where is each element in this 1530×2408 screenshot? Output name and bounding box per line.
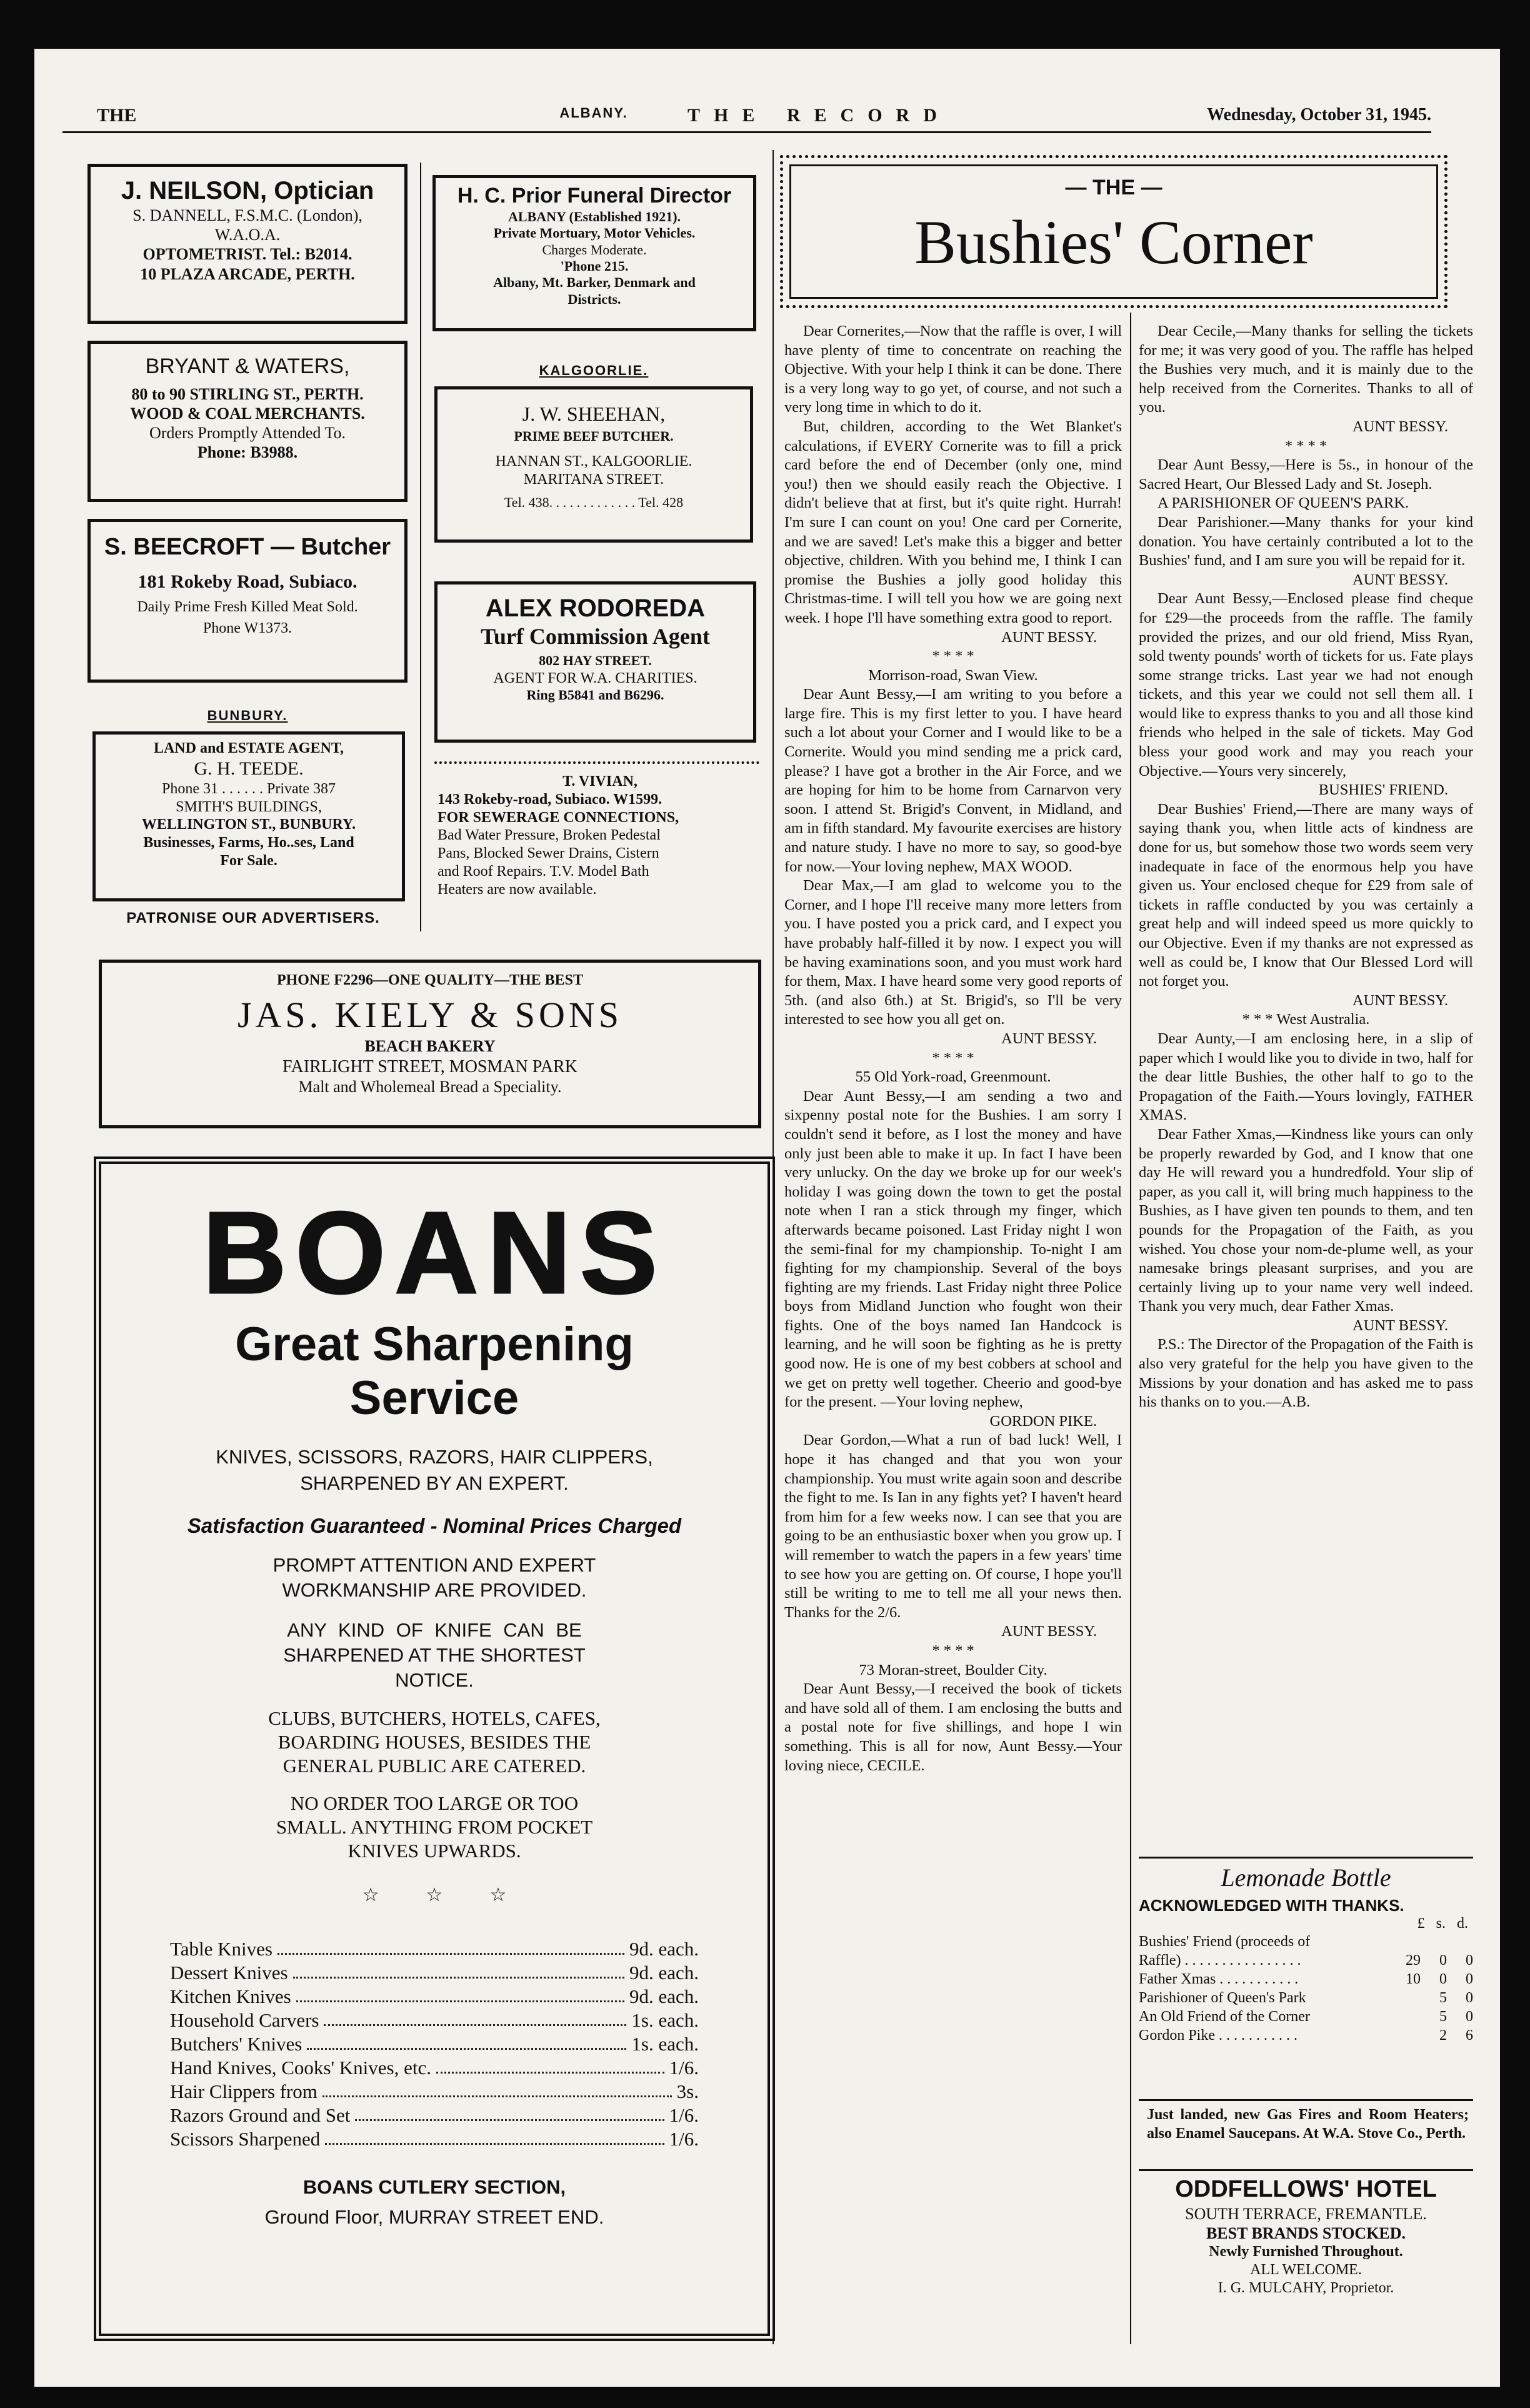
- ack-l: 29: [1406, 1952, 1421, 1969]
- price-item: Scissors Sharpened: [170, 2128, 321, 2150]
- ack-l: [1398, 2026, 1421, 2045]
- ad-line: FAIRLIGHT STREET, MOSMAN PARK: [282, 1056, 578, 1076]
- ad-line: For Sale.: [220, 852, 278, 869]
- ad-title: H. C. Prior Funeral Director: [457, 184, 732, 208]
- boans-noorder-2: SMALL. ANYTHING FROM POCKET: [276, 1816, 593, 1838]
- ad-line: Newly Furnished Throughout.: [1209, 2243, 1403, 2260]
- ad-oddfellows: [1139, 2175, 1473, 2297]
- ack-amount: [1398, 2007, 1473, 2026]
- ad-line: OPTOMETRIST. Tel.: B2014.: [142, 245, 352, 264]
- patronise-note: PATRONISE OUR ADVERTISERS.: [126, 910, 380, 926]
- lemonade-ack: ACKNOWLEDGED WITH THANKS.: [1139, 1896, 1404, 1915]
- ad-line: 802 HAY STREET.: [539, 653, 652, 669]
- ad-rodoreda: [434, 581, 756, 743]
- column-rule: [420, 163, 421, 931]
- ad-title: ALEX RODOREDA: [485, 594, 706, 622]
- divider: [1139, 2169, 1473, 2171]
- price-row: [170, 2032, 699, 2056]
- ad-line: SOUTH TERRACE, FREMANTLE.: [1185, 2204, 1427, 2223]
- ad-title: S. BEECROFT — Butcher: [104, 534, 391, 560]
- ad-beecroft: [88, 519, 408, 683]
- ack-name: Bushies' Friend (proceeds of: [1139, 1934, 1311, 1950]
- ad-line: Phone 31 . . . . . . Private 387: [162, 780, 336, 797]
- letter-paragraph: Dear Cornerites,—Now that the raffle is over, I will have plenty of time to concentrate on reaching the Objective. With your help I think it can be done. There is a very long way to go yet, of course, and not such a very long time in which to do it.: [784, 323, 1122, 416]
- price-value: 1/6.: [669, 2057, 699, 2079]
- ad-line: 'Phone 215.: [560, 258, 629, 274]
- price-value: 1/6.: [669, 2104, 699, 2126]
- ad-line: Pans, Blocked Sewer Drains, Cistern: [438, 845, 659, 862]
- bushies-column-2: [1139, 322, 1473, 1847]
- ad-line: WELLINGTON ST., BUNBURY.: [141, 816, 356, 833]
- leader-dots: [296, 1985, 624, 2002]
- ack-l: 10: [1406, 1971, 1421, 1987]
- ad-bryant-waters: [88, 341, 408, 502]
- boans-items-2: SHARPENED BY AN EXPERT.: [300, 1472, 569, 1494]
- boans-items-1: KNIVES, SCISSORS, RAZORS, HAIR CLIPPERS,: [216, 1446, 653, 1468]
- ad-line: SMITH'S BUILDINGS,: [176, 798, 322, 815]
- leader-dots: [355, 2104, 664, 2121]
- price-row: [170, 1961, 699, 1985]
- price-item: Hand Knives, Cooks' Knives, etc.: [170, 2057, 432, 2079]
- boans-logo: BOANS: [202, 1188, 666, 1318]
- letter-paragraph: Dear Cecile,—Many thanks for selling the tickets for me; it was very good of you. The raffle has helped the Bushies very much, and it is mainly due to the help received from the Cornerites. Thanks to all of you.: [1139, 323, 1473, 416]
- header-date: Wednesday, October 31, 1945.: [1207, 105, 1431, 124]
- ack-name: Raffle) . . . . . . . . . . . . . . . .: [1139, 1952, 1301, 1969]
- letter-paragraph: Dear Parishioner.—Many thanks for your kind donation. You have certainly contributed a lot to the Bushies' fund, and I am sure you will be repaid for it.: [1139, 513, 1473, 569]
- letter-paragraph: AUNT BESSY.: [1001, 1623, 1097, 1640]
- price-value: 9d. each.: [629, 1938, 699, 1960]
- boans-guarantee: Satisfaction Guaranteed - Nominal Prices Charged: [187, 1514, 682, 1537]
- ad-stove: Just landed, new Gas Fires and Room Heaters; also Enamel Saucepans. At W.A. Stove Co., Perth.: [1147, 2107, 1469, 2142]
- ad-line: Charges Moderate.: [542, 241, 647, 258]
- price-row: [170, 1985, 699, 2009]
- ad-line: Daily Prime Fresh Killed Meat Sold.: [137, 598, 358, 615]
- ad-line: AGENT FOR W.A. CHARITIES.: [493, 670, 698, 686]
- ad-sheehan: [434, 386, 753, 543]
- boans-clubs-1: CLUBS, BUTCHERS, HOTELS, CAFES,: [268, 1707, 601, 1729]
- leader-dots: [322, 2080, 672, 2097]
- letter-paragraph: AUNT BESSY.: [1352, 991, 1448, 1009]
- ad-title: G. H. TEEDE.: [194, 758, 304, 779]
- ad-title: ODDFELLOWS' HOTEL: [1175, 2176, 1437, 2202]
- leader-dots: [278, 1937, 624, 1955]
- ack-amount: [1398, 1932, 1473, 1951]
- boans-section: BOANS CUTLERY SECTION,: [302, 2176, 566, 2198]
- bushies-masthead: [780, 155, 1448, 308]
- boans-prompt-1: PROMPT ATTENTION AND EXPERT: [272, 1554, 596, 1576]
- ack-name: Gordon Pike . . . . . . . . . . .: [1139, 2027, 1298, 2044]
- letter-paragraph: Dear Aunt Bessy,—Here is 5s., in honour of the Sacred Heart, Our Blessed Lady and St. Joseph.: [1139, 456, 1473, 493]
- leader-dots: [324, 2009, 626, 2026]
- ack-name: Father Xmas . . . . . . . . . . .: [1139, 1971, 1299, 1987]
- leader-dots: [325, 2127, 664, 2145]
- ad-line: LAND and ESTATE AGENT,: [153, 740, 344, 756]
- ad-line: I. G. MULCAHY, Proprietor.: [1218, 2279, 1394, 2296]
- ad-line: FOR SEWERAGE CONNECTIONS,: [438, 809, 679, 826]
- boans-any-3: NOTICE.: [395, 1669, 474, 1691]
- bushies-the: — THE —: [1065, 176, 1162, 199]
- letter-paragraph: Dear Aunt Bessy,—I am writing to you before a large fire. This is my first letter to you. I have heard such a lot about your Corner and I would like to be a Cornerite. Would you mind sending me a prick card, please? I have got a brother in the Air Force, and we are hoping for him to be home from Carnarvon very soon. I attend St. Brigid's Convent, in Midland, and am in fifth standard. My favourite exercises are history and nature study. I have no more to say, so good-bye for now.—Your loving nephew, MAX WOOD.: [784, 686, 1122, 875]
- lemonade-cols: £ s. d.: [1417, 1915, 1468, 1932]
- ad-line: Businesses, Farms, Ho..ses, Land: [143, 835, 354, 851]
- column-rule: [772, 150, 774, 2344]
- ad-line: Phone W1373.: [202, 620, 292, 637]
- ad-line: ALBANY (Established 1921).: [508, 208, 681, 224]
- lemonade-title: Lemonade Bottle: [1221, 1864, 1391, 1892]
- ack-l: [1398, 2007, 1421, 2026]
- boans-any-2: SHARPENED AT THE SHORTEST: [283, 1644, 586, 1666]
- letter-paragraph: 55 Old York-road, Greenmount.: [855, 1068, 1051, 1086]
- letter-paragraph: * * * *: [932, 1642, 974, 1659]
- lemonade-rows: [1139, 1932, 1473, 2045]
- lemonade-bottle: [1139, 1863, 1473, 2045]
- ad-line: Districts.: [568, 291, 621, 307]
- letter-paragraph: Dear Father Xmas,—Kindness like yours can only be properly rewarded by God, and I know that one day He will reward you a hundredfold. Your slip of paper, as you call it, will bring much happiness to the Bushies, as I have given ten pounds to them, and ten pounds for the Propagation of the Faith, as you wished. You chose your nom-de-plume well, as your namesake brings pleasant surprises, and you are certainly living up to your name very well indeed. Thank you very much, dear Father Xmas.: [1139, 1125, 1473, 1315]
- ack-s: 0: [1439, 1971, 1447, 1987]
- ad-line: ALL WELCOME.: [1250, 2261, 1362, 2278]
- ack-s: 5: [1439, 1990, 1447, 2006]
- ad-vivian: [438, 773, 762, 899]
- header-title: THE RECORD: [688, 105, 951, 126]
- ad-line: MARITANA STREET.: [523, 471, 664, 488]
- price-value: 9d. each.: [629, 1962, 699, 1984]
- ad-line: 80 to 90 STIRLING ST., PERTH.: [131, 384, 364, 403]
- section-albany: ALBANY.: [559, 105, 628, 121]
- price-item: Hair Clippers from: [170, 2080, 318, 2102]
- price-value: 3s.: [676, 2080, 699, 2102]
- boans-prompt-2: WORKMANSHIP ARE PROVIDED.: [282, 1579, 587, 1601]
- ack-d: 0: [1466, 1952, 1473, 1969]
- letter-paragraph: Dear Aunt Bessy,—I received the book of tickets and have sold all of them. I am enclosing the butts and a postal note for five shillings, and hope I win something. This is all for now, Aunt Bessy.—Your loving niece, CECILE.: [784, 1680, 1122, 1774]
- ad-prior: [432, 175, 756, 331]
- ack-d: 0: [1466, 2009, 1473, 2025]
- boans-title-1: Great Sharpening: [235, 1318, 634, 1371]
- ad-title: BRYANT & WATERS,: [145, 354, 350, 378]
- ad-line: Orders Promptly Attended To.: [149, 424, 346, 443]
- ack-row: [1139, 1932, 1473, 1951]
- letter-paragraph: Morrison-road, Swan View.: [868, 666, 1038, 684]
- ack-amount: [1398, 2026, 1473, 2045]
- section-bunbury: BUNBURY.: [207, 708, 288, 723]
- ack-row: [1139, 2007, 1473, 2026]
- price-value: 1/6.: [669, 2128, 699, 2150]
- divider: [434, 761, 759, 764]
- letter-paragraph: * * * *: [932, 1049, 974, 1066]
- boans-any-1: ANY KIND OF KNIFE CAN BE: [287, 1619, 582, 1641]
- price-row: [170, 1937, 699, 1961]
- ack-row: [1139, 1951, 1473, 1970]
- price-row: [170, 2056, 699, 2080]
- ack-d: [1451, 1932, 1473, 1951]
- ack-amount: [1398, 1951, 1473, 1970]
- ack-row: [1139, 1970, 1473, 1989]
- ack-s: 0: [1439, 1952, 1447, 1969]
- ack-name: An Old Friend of the Corner: [1139, 2009, 1310, 2025]
- boans-stars: ☆ ☆ ☆: [362, 1885, 507, 1905]
- bushies-title: Bushies' Corner: [914, 208, 1313, 277]
- price-value: 1s. each.: [631, 2009, 699, 2031]
- ack-s: [1424, 1932, 1447, 1951]
- letter-paragraph: * * * *: [1284, 437, 1328, 454]
- bushies-column-1: [784, 322, 1122, 2341]
- letter-paragraph: AUNT BESSY.: [1352, 571, 1448, 588]
- ad-line: HANNAN ST., KALGOORLIE.: [495, 453, 692, 469]
- letter-paragraph: 73 Moran-street, Boulder City.: [859, 1661, 1048, 1678]
- ad-teede: [92, 731, 405, 901]
- ack-amount: [1398, 1989, 1473, 2007]
- leader-dots: [436, 2056, 664, 2074]
- ad-line: PRIME BEEF BUTCHER.: [514, 428, 674, 444]
- ad-line: Tel. 438. . . . . . . . . . . . . Tel. 428: [504, 494, 684, 511]
- ack-amount: [1398, 1970, 1473, 1989]
- letter-paragraph: A PARISHIONER OF QUEEN'S PARK.: [1158, 494, 1409, 512]
- header-left: THE: [97, 105, 137, 126]
- ack-d: 6: [1466, 2027, 1473, 2044]
- boans-noorder-3: KNIVES UPWARDS.: [348, 1840, 521, 1862]
- letter-paragraph: But, children, according to the Wet Blanket's calculations, if EVERY Cornerite was to fill a prick card before the end of December (only one, mind you!) then we should easily reach the Objective. I didn't believe that at first, but it's quite right. Hurrah! I'm sure I can count on you! One card per Cornerite, and we are saved! Let's make this a bigger and better objective, children. With you behind me, I think I can promise the Bushies a jolly good holiday this Christmas-time. I will tell you how we are going next week. I hope I'll have something extra good to report.: [784, 418, 1122, 626]
- ad-title: J. W. SHEEHAN,: [522, 403, 666, 425]
- ack-row: [1139, 2026, 1473, 2045]
- ad-line: WOOD & COAL MERCHANTS.: [130, 404, 365, 423]
- ad-line: 10 PLAZA ARCADE, PERTH.: [140, 264, 355, 283]
- letter-paragraph: AUNT BESSY.: [1001, 628, 1097, 646]
- ack-row: [1139, 1989, 1473, 2007]
- boans-clubs-2: BOARDING HOUSES, BESIDES THE: [278, 1731, 591, 1753]
- ack-l: [1398, 1989, 1421, 2007]
- ad-neilson: [88, 164, 408, 324]
- letter-paragraph: Dear Gordon,—What a run of bad luck! Well, I hope it has changed and that you won your championship. You must write again soon and describe the fight to me. Is Ian in any fights yet? I haven't heard from him for a few weeks now. I can see that you are going to be an enthusiastic boxer when you grow up. I will remember to watch the papers in a few years' time to see how you are getting on. Of course, I hope you'll still be writing to me to tell me all your news then. Thanks for the 2/6.: [784, 1432, 1122, 1621]
- letter-paragraph: AUNT BESSY.: [1001, 1030, 1097, 1047]
- price-row: [170, 2127, 699, 2151]
- ack-s: 5: [1439, 2009, 1447, 2025]
- ad-kiely: [99, 960, 761, 1128]
- letter-paragraph: Dear Max,—I am glad to welcome you to the Corner, and I hope I'll receive many more letters from you. I have posted you a prick card, and I expect you have probably half-filled it by now. I expect you will be having examinations soon, and you must work hard for them, Max. I have heard some very good reports of 5th. (and also 6th.) at St. Brigid's, so I'll be very interested to see how you all get on.: [784, 877, 1122, 1028]
- divider: [1139, 1857, 1473, 1859]
- ad-line: 143 Rokeby-road, Subiaco. W1599.: [438, 791, 662, 808]
- letter-paragraph: Dear Aunty,—I am enclosing here, in a slip of paper which I would like you to divide in two, half for the dear little Bushies, the other half to go to the Propagation of the Faith.—Yours lovingly, FATHER XMAS.: [1139, 1030, 1473, 1124]
- ack-name: Parishioner of Queen's Park: [1139, 1990, 1306, 2006]
- divider: [1139, 2099, 1473, 2101]
- ack-d: 0: [1466, 1990, 1473, 2006]
- boans-price-list: [170, 1937, 699, 2151]
- ad-boans: [94, 1156, 775, 2341]
- price-value: 1s. each.: [631, 2033, 699, 2055]
- letter-paragraph: Dear Bushies' Friend,—There are many ways of saying thank you, when little acts of kindness are done for us, but somehow those two words seem very inadequate in face of the enormous help you have given us. Your enclosed cheque for £29 from sale of tickets in raffle conducted by you was certainly a great help and will indeed speed us more quickly to our Objective. Even if my thanks are not expressed as well as could be, I know that Our Blessed Lord will not forget you.: [1139, 800, 1473, 990]
- ad-title: J. NEILSON, Optician: [121, 177, 374, 204]
- ack-l: [1398, 1932, 1421, 1951]
- letter-paragraph: Dear Aunt Bessy,—Enclosed please find cheque for £29—the proceeds from the raffle. The family provided the prizes, and our old friend, Miss Ryan, sold twenty pounds' worth of tickets for us. Fate plays some strange tricks. Last year we had not enough tickets, and this year we could not sell them all. I would like to express thanks to you and all those kind friends who helped in the sale of tickets. May God bless your good work and may you reach your Objective.—Yours very sincerely,: [1139, 590, 1473, 780]
- price-row: [170, 2104, 699, 2127]
- ad-line: PHONE F2296—ONE QUALITY—THE BEST: [276, 972, 584, 988]
- letter-paragraph: GORDON PIKE.: [989, 1412, 1097, 1430]
- letter-paragraph: P.S.: The Director of the Propagation of the Faith is also very grateful for the help you have given to the Missions by your donation and has asked me to pass his thanks on to you.—A.B.: [1139, 1336, 1473, 1411]
- ad-line: BEACH BAKERY: [364, 1037, 496, 1056]
- letter-paragraph: AUNT BESSY.: [1352, 418, 1448, 435]
- ad-line: BEST BRANDS STOCKED.: [1206, 2224, 1406, 2242]
- column-rule: [1130, 313, 1131, 2344]
- ack-d: 0: [1466, 1971, 1473, 1987]
- ad-line: Ring B5841 and B6296.: [526, 687, 664, 703]
- boans-clubs-3: GENERAL PUBLIC ARE CATERED.: [282, 1755, 586, 1777]
- ad-line: Bad Water Pressure, Broken Pedestal: [438, 827, 661, 844]
- boans-noorder-1: NO ORDER TOO LARGE OR TOO: [290, 1792, 579, 1814]
- price-row: [170, 2009, 699, 2032]
- ad-title: T. VIVIAN,: [562, 773, 638, 790]
- ad-line: S. DANNELL, F.S.M.C. (London),: [132, 206, 362, 224]
- leader-dots: [307, 2032, 626, 2050]
- boans-floor: Ground Floor, MURRAY STREET END.: [264, 2206, 604, 2228]
- header-rule: [62, 131, 1431, 133]
- ad-line: Heaters are now available.: [438, 881, 597, 898]
- section-kalgoorlie: KALGOORLIE.: [539, 363, 649, 378]
- letter-paragraph: * * * *: [932, 648, 974, 665]
- ad-line: Phone: B3988.: [197, 443, 298, 462]
- price-item: Razors Ground and Set: [170, 2104, 351, 2126]
- price-item: Kitchen Knives: [170, 1985, 291, 2007]
- ad-line: 181 Rokeby Road, Subiaco.: [138, 571, 358, 592]
- ad-line: Turf Commission Agent: [481, 624, 710, 649]
- price-value: 9d. each.: [629, 1985, 699, 2007]
- boans-title-2: Service: [349, 1372, 519, 1425]
- price-item: Household Carvers: [170, 2009, 319, 2031]
- ad-line: Malt and Wholemeal Bread a Speciality.: [298, 1078, 562, 1096]
- price-item: Butchers' Knives: [170, 2033, 302, 2055]
- ad-line: and Roof Repairs. T.V. Model Bath: [438, 863, 649, 880]
- letter-paragraph: Dear Aunt Bessy,—I am sending a two and sixpenny postal note for the Bushies. I am sorry I couldn't send it before, as I lost the money and have only just been able to make it up. In fact I have been very unlucky. On the day we broke up for our week's holiday I was going down the town to get the postal note when I ran a stick through my finger, which afterwards became poisoned. Last Friday night I won the semi-final for my championship. To-night I am fighting for my championship. Several of the boys fighting are my friends. Last Friday night three Police boys from Midland Junction who fought won their fights. One of the boys named Ian Handcock is learning, and he will soon be fighting as he is pretty good now. He is one of my best cobbers at school and we get on pretty well together. Cheerio and good-bye for the present. —Your loving nephew,: [784, 1087, 1122, 1411]
- ad-title: JAS. KIELY & SONS: [237, 994, 623, 1035]
- letter-paragraph: AUNT BESSY.: [1352, 1317, 1448, 1334]
- letter-paragraph: * * * West Australia.: [1242, 1011, 1370, 1028]
- price-item: Table Knives: [170, 1938, 272, 1960]
- letter-paragraph: BUSHIES' FRIEND.: [1318, 781, 1448, 799]
- ack-s: 2: [1439, 2027, 1447, 2044]
- ad-line: Albany, Mt. Barker, Denmark and: [493, 274, 696, 291]
- ad-line: W.A.O.A.: [214, 226, 281, 244]
- leader-dots: [293, 1961, 624, 1979]
- ad-line: Private Mortuary, Motor Vehicles.: [493, 225, 696, 241]
- price-row: [170, 2080, 699, 2104]
- price-item: Dessert Knives: [170, 1962, 288, 1984]
